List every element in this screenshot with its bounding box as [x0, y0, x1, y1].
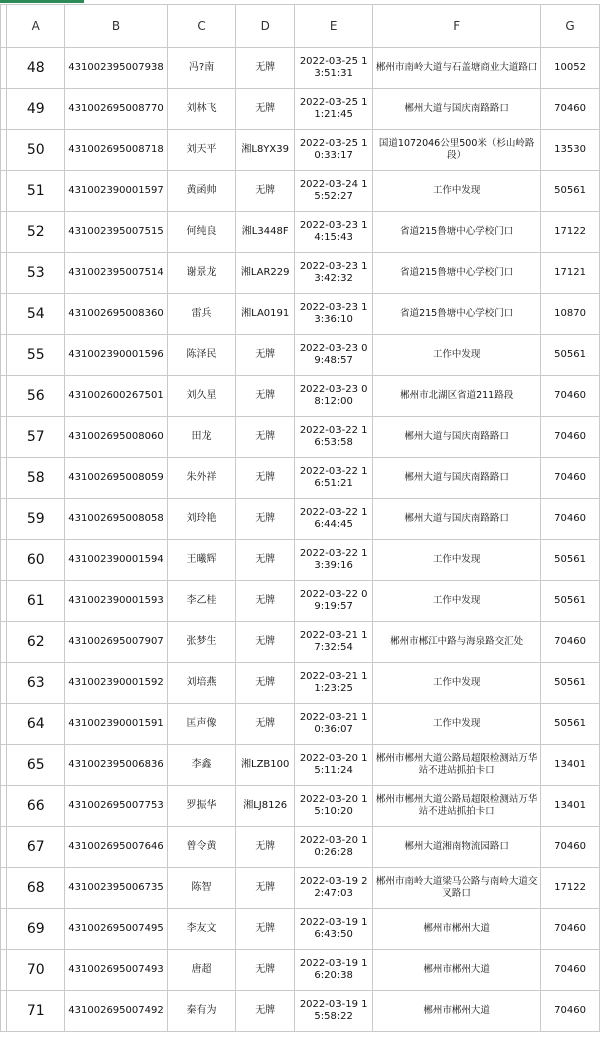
cell-location[interactable]: 郴州市郴州大道公路局超限检测站万华站不进站抓拍卡口: [373, 786, 541, 827]
cell-location[interactable]: 郴州大道与国庆南路路口: [373, 417, 541, 458]
cell-datetime[interactable]: 2022-03-19 2 2:47:03: [295, 868, 373, 909]
active-sheet-indicator: [0, 0, 84, 3]
cell-datetime[interactable]: 2022-03-24 1 5:52:27: [295, 171, 373, 212]
cell-plate[interactable]: 无牌: [236, 909, 295, 950]
cell-location[interactable]: 国道1072046公里500米（杉山岭路段）: [373, 130, 541, 171]
cell-datetime[interactable]: 2022-03-23 0 9:48:57: [295, 335, 373, 376]
cell-name[interactable]: 李乙桂: [167, 581, 235, 622]
cell-name[interactable]: 陈智: [167, 868, 235, 909]
cell-datetime[interactable]: 2022-03-19 1 6:43:50: [295, 909, 373, 950]
cell-code[interactable]: 70460: [541, 991, 600, 1032]
cell-datetime[interactable]: 2022-03-21 1 1:23:25: [295, 663, 373, 704]
cell-datetime[interactable]: 2022-03-21 1 0:36:07: [295, 704, 373, 745]
cell-datetime[interactable]: 2022-03-22 0 9:19:57: [295, 581, 373, 622]
table-row[interactable]: [1, 417, 600, 458]
table-row[interactable]: [1, 376, 600, 417]
cell-record-id[interactable]: 431002695007907: [65, 622, 168, 663]
cell-datetime[interactable]: 2022-03-23 1 4:15:43: [295, 212, 373, 253]
cell-plate[interactable]: 无牌: [236, 991, 295, 1032]
cell-record-id[interactable]: 431002695008060: [65, 417, 168, 458]
table-row[interactable]: [1, 663, 600, 704]
cell-code[interactable]: 50561: [541, 335, 600, 376]
cell-location[interactable]: 省道215鲁塘中心学校门口: [373, 253, 541, 294]
cell-datetime[interactable]: 2022-03-23 1 3:42:32: [295, 253, 373, 294]
cell-seq-number[interactable]: 50: [7, 130, 65, 171]
cell-record-id[interactable]: 431002395007938: [65, 48, 168, 89]
cell-record-id[interactable]: 431002600267501: [65, 376, 168, 417]
cell-location[interactable]: 工作中发现: [373, 581, 541, 622]
cell-seq-number[interactable]: 68: [7, 868, 65, 909]
cell-plate[interactable]: 无牌: [236, 48, 295, 89]
cell-datetime[interactable]: 2022-03-22 1 6:53:58: [295, 417, 373, 458]
cell-seq-number[interactable]: 56: [7, 376, 65, 417]
cell-plate[interactable]: 无牌: [236, 581, 295, 622]
cell-datetime[interactable]: 2022-03-25 1 1:21:45: [295, 89, 373, 130]
table-row[interactable]: [1, 171, 600, 212]
cell-code[interactable]: 50561: [541, 540, 600, 581]
cell-seq-number[interactable]: 62: [7, 622, 65, 663]
table-row[interactable]: [1, 704, 600, 745]
table-row[interactable]: [1, 130, 600, 171]
table-row[interactable]: [1, 458, 600, 499]
cell-plate[interactable]: 无牌: [236, 950, 295, 991]
column-header-a[interactable]: A: [7, 5, 65, 48]
cell-name[interactable]: 刘培燕: [167, 663, 235, 704]
cell-record-id[interactable]: 431002390001593: [65, 581, 168, 622]
cell-record-id[interactable]: 431002695007495: [65, 909, 168, 950]
cell-location[interactable]: 郴州大道与国庆南路路口: [373, 499, 541, 540]
table-row[interactable]: [1, 950, 600, 991]
cell-name[interactable]: 刘林飞: [167, 89, 235, 130]
cell-name[interactable]: 李友文: [167, 909, 235, 950]
cell-code[interactable]: 70460: [541, 417, 600, 458]
cell-plate[interactable]: 无牌: [236, 499, 295, 540]
cell-datetime[interactable]: 2022-03-20 1 0:26:28: [295, 827, 373, 868]
table-row[interactable]: [1, 991, 600, 1032]
column-header-b[interactable]: B: [65, 5, 168, 48]
cell-code[interactable]: 50561: [541, 663, 600, 704]
cell-record-id[interactable]: 431002695008360: [65, 294, 168, 335]
cell-datetime[interactable]: 2022-03-23 1 3:36:10: [295, 294, 373, 335]
cell-name[interactable]: 何纯良: [167, 212, 235, 253]
cell-name[interactable]: 匡声像: [167, 704, 235, 745]
cell-datetime[interactable]: 2022-03-22 1 6:51:21: [295, 458, 373, 499]
cell-plate[interactable]: 无牌: [236, 171, 295, 212]
cell-record-id[interactable]: 431002390001592: [65, 663, 168, 704]
column-header-c[interactable]: C: [167, 5, 235, 48]
cell-record-id[interactable]: 431002395006735: [65, 868, 168, 909]
cell-seq-number[interactable]: 66: [7, 786, 65, 827]
cell-plate[interactable]: 湘L3448F: [236, 212, 295, 253]
cell-code[interactable]: 50561: [541, 704, 600, 745]
cell-code[interactable]: 50561: [541, 581, 600, 622]
cell-seq-number[interactable]: 60: [7, 540, 65, 581]
cell-name[interactable]: 雷兵: [167, 294, 235, 335]
cell-record-id[interactable]: 431002695007493: [65, 950, 168, 991]
cell-plate[interactable]: 无牌: [236, 663, 295, 704]
cell-seq-number[interactable]: 58: [7, 458, 65, 499]
cell-datetime[interactable]: 2022-03-22 1 3:39:16: [295, 540, 373, 581]
table-row[interactable]: [1, 294, 600, 335]
cell-location[interactable]: 郴州市郴州大道: [373, 909, 541, 950]
cell-record-id[interactable]: 431002695008770: [65, 89, 168, 130]
cell-location[interactable]: 郴州市南岭大道梁马公路与南岭大道交叉路口: [373, 868, 541, 909]
cell-name[interactable]: 谢景龙: [167, 253, 235, 294]
cell-datetime[interactable]: 2022-03-22 1 6:44:45: [295, 499, 373, 540]
cell-name[interactable]: 陈泽民: [167, 335, 235, 376]
cell-code[interactable]: 70460: [541, 950, 600, 991]
cell-code[interactable]: 50561: [541, 171, 600, 212]
cell-plate[interactable]: 湘LJ8126: [236, 786, 295, 827]
cell-location[interactable]: 工作中发现: [373, 171, 541, 212]
cell-name[interactable]: 朱外祥: [167, 458, 235, 499]
cell-datetime[interactable]: 2022-03-25 1 0:33:17: [295, 130, 373, 171]
cell-record-id[interactable]: 431002395007515: [65, 212, 168, 253]
cell-name[interactable]: 冯?南: [167, 48, 235, 89]
cell-plate[interactable]: 无牌: [236, 540, 295, 581]
cell-code[interactable]: 13530: [541, 130, 600, 171]
cell-datetime[interactable]: 2022-03-20 1 5:10:20: [295, 786, 373, 827]
cell-seq-number[interactable]: 63: [7, 663, 65, 704]
cell-datetime[interactable]: 2022-03-21 1 7:32:54: [295, 622, 373, 663]
cell-location[interactable]: 郴州大道湘南物流园路口: [373, 827, 541, 868]
cell-seq-number[interactable]: 57: [7, 417, 65, 458]
cell-seq-number[interactable]: 61: [7, 581, 65, 622]
cell-location[interactable]: 郴州市郴州大道: [373, 991, 541, 1032]
cell-plate[interactable]: 无牌: [236, 704, 295, 745]
cell-code[interactable]: 70460: [541, 909, 600, 950]
cell-seq-number[interactable]: 55: [7, 335, 65, 376]
cell-record-id[interactable]: 431002390001594: [65, 540, 168, 581]
table-row[interactable]: [1, 868, 600, 909]
cell-name[interactable]: 黄函帅: [167, 171, 235, 212]
cell-seq-number[interactable]: 52: [7, 212, 65, 253]
cell-seq-number[interactable]: 65: [7, 745, 65, 786]
cell-seq-number[interactable]: 70: [7, 950, 65, 991]
column-header-f[interactable]: F: [373, 5, 541, 48]
cell-seq-number[interactable]: 71: [7, 991, 65, 1032]
table-row[interactable]: [1, 745, 600, 786]
table-row[interactable]: [1, 335, 600, 376]
cell-record-id[interactable]: 431002695007753: [65, 786, 168, 827]
table-row[interactable]: [1, 499, 600, 540]
cell-code[interactable]: 10870: [541, 294, 600, 335]
cell-location[interactable]: 工作中发现: [373, 704, 541, 745]
cell-location[interactable]: 工作中发现: [373, 540, 541, 581]
cell-plate[interactable]: 无牌: [236, 335, 295, 376]
cell-datetime[interactable]: 2022-03-25 1 3:51:31: [295, 48, 373, 89]
table-row[interactable]: [1, 909, 600, 950]
table-row[interactable]: [1, 48, 600, 89]
cell-name[interactable]: 王曦辉: [167, 540, 235, 581]
column-header-d[interactable]: D: [236, 5, 295, 48]
cell-seq-number[interactable]: 67: [7, 827, 65, 868]
cell-name[interactable]: 秦有为: [167, 991, 235, 1032]
cell-code[interactable]: 13401: [541, 786, 600, 827]
cell-seq-number[interactable]: 48: [7, 48, 65, 89]
cell-seq-number[interactable]: 64: [7, 704, 65, 745]
cell-code[interactable]: 70460: [541, 89, 600, 130]
table-row[interactable]: [1, 540, 600, 581]
cell-plate[interactable]: 无牌: [236, 868, 295, 909]
cell-name[interactable]: 刘玲艳: [167, 499, 235, 540]
table-row[interactable]: [1, 622, 600, 663]
cell-datetime[interactable]: 2022-03-20 1 5:11:24: [295, 745, 373, 786]
cell-location[interactable]: 郴州大道与国庆南路路口: [373, 458, 541, 499]
cell-name[interactable]: 刘天平: [167, 130, 235, 171]
cell-name[interactable]: 曾令黄: [167, 827, 235, 868]
cell-plate[interactable]: 湘LAR229: [236, 253, 295, 294]
cell-location[interactable]: 工作中发现: [373, 335, 541, 376]
cell-record-id[interactable]: 431002390001596: [65, 335, 168, 376]
cell-name[interactable]: 唐超: [167, 950, 235, 991]
cell-seq-number[interactable]: 59: [7, 499, 65, 540]
cell-seq-number[interactable]: 51: [7, 171, 65, 212]
cell-code[interactable]: 17122: [541, 868, 600, 909]
table-row[interactable]: [1, 827, 600, 868]
cell-location[interactable]: 郴州市北湖区省道211路段: [373, 376, 541, 417]
cell-code[interactable]: 70460: [541, 622, 600, 663]
cell-plate[interactable]: 无牌: [236, 827, 295, 868]
table-row[interactable]: [1, 212, 600, 253]
cell-location[interactable]: 郴州市郴州大道: [373, 950, 541, 991]
cell-datetime[interactable]: 2022-03-19 1 6:20:38: [295, 950, 373, 991]
cell-record-id[interactable]: 431002695007492: [65, 991, 168, 1032]
cell-record-id[interactable]: 431002390001591: [65, 704, 168, 745]
cell-location[interactable]: 郴州市南岭大道与石盖塘商业大道路口: [373, 48, 541, 89]
table-row[interactable]: [1, 253, 600, 294]
cell-location[interactable]: 省道215鲁塘中心学校门口: [373, 294, 541, 335]
cell-datetime[interactable]: 2022-03-19 1 5:58:22: [295, 991, 373, 1032]
cell-code[interactable]: 17122: [541, 212, 600, 253]
cell-seq-number[interactable]: 69: [7, 909, 65, 950]
cell-code[interactable]: 17121: [541, 253, 600, 294]
cell-code[interactable]: 70460: [541, 499, 600, 540]
cell-name[interactable]: 李鑫: [167, 745, 235, 786]
cell-code[interactable]: 70460: [541, 458, 600, 499]
column-header-row: [1, 5, 600, 48]
cell-record-id[interactable]: 431002390001597: [65, 171, 168, 212]
cell-name[interactable]: 张梦生: [167, 622, 235, 663]
table-row[interactable]: [1, 581, 600, 622]
column-header-e[interactable]: E: [295, 5, 373, 48]
cell-record-id[interactable]: 431002695008718: [65, 130, 168, 171]
cell-name[interactable]: 刘久星: [167, 376, 235, 417]
cell-location[interactable]: 工作中发现: [373, 663, 541, 704]
cell-plate[interactable]: 无牌: [236, 376, 295, 417]
cell-record-id[interactable]: 431002695008059: [65, 458, 168, 499]
cell-code[interactable]: 13401: [541, 745, 600, 786]
cell-name[interactable]: 罗振华: [167, 786, 235, 827]
cell-plate[interactable]: 无牌: [236, 458, 295, 499]
cell-seq-number[interactable]: 53: [7, 253, 65, 294]
cell-seq-number[interactable]: 54: [7, 294, 65, 335]
cell-plate[interactable]: 湘LZB100: [236, 745, 295, 786]
cell-location[interactable]: 省道215鲁塘中心学校门口: [373, 212, 541, 253]
cell-location[interactable]: 郴州市郴江中路与海泉路交汇处: [373, 622, 541, 663]
cell-code[interactable]: 70460: [541, 376, 600, 417]
cell-record-id[interactable]: 431002695007646: [65, 827, 168, 868]
cell-plate[interactable]: 无牌: [236, 622, 295, 663]
cell-plate[interactable]: 无牌: [236, 417, 295, 458]
column-header-g[interactable]: G: [541, 5, 600, 48]
cell-plate[interactable]: 湘LA0191: [236, 294, 295, 335]
cell-plate[interactable]: 无牌: [236, 89, 295, 130]
table-row[interactable]: [1, 786, 600, 827]
cell-name[interactable]: 田龙: [167, 417, 235, 458]
cell-plate[interactable]: 湘L8YX39: [236, 130, 295, 171]
cell-datetime[interactable]: 2022-03-23 0 8:12:00: [295, 376, 373, 417]
cell-record-id[interactable]: 431002395006836: [65, 745, 168, 786]
table-row[interactable]: [1, 89, 600, 130]
cell-code[interactable]: 70460: [541, 827, 600, 868]
cell-location[interactable]: 郴州大道与国庆南路路口: [373, 89, 541, 130]
cell-seq-number[interactable]: 49: [7, 89, 65, 130]
cell-code[interactable]: 10052: [541, 48, 600, 89]
cell-record-id[interactable]: 431002395007514: [65, 253, 168, 294]
spreadsheet-grid: [0, 4, 600, 1032]
cell-record-id[interactable]: 431002695008058: [65, 499, 168, 540]
cell-location[interactable]: 郴州市郴州大道公路局超限检测站万华站不进站抓拍卡口: [373, 745, 541, 786]
